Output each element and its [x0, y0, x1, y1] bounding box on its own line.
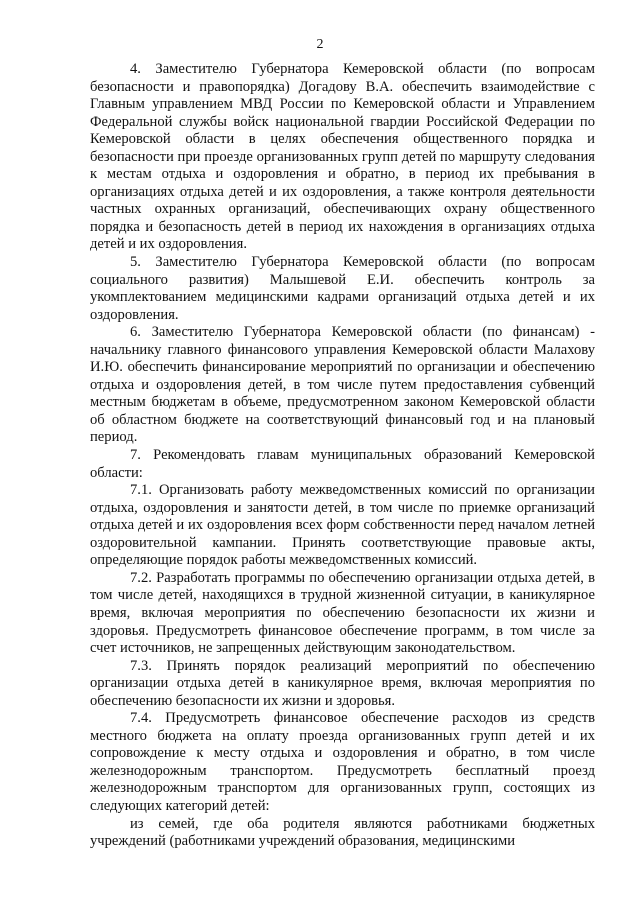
document-body [90, 61, 595, 851]
page-number: 2 [316, 37, 324, 52]
paragraph-item-5: 5. Заместителю Губернатора Кемеровской области (по вопросам социального развития) Малышевой Е.И. обеспечить контроль за укомплектованием медицинскими кадрами организаций отдыха детей и их оздоровления. [90, 254, 595, 323]
paragraph-item-7-4: 7.4. Предусмотреть финансовое обеспечение расходов из средств местного бюджета на оплату проезда организованных групп детей и их сопровождение к месту отдыха и оздоровления и обратно, в том числе железнодорожным транспортом. Предусмотреть бесплатный проезд железнодорожным транспортом для организованных групп, состоящих из следующих категорий детей: [90, 710, 595, 814]
paragraph-item-6: 6. Заместителю Губернатора Кемеровской области (по финансам) - начальнику главного финансового управления Кемеровской области Малахову И.Ю. обеспечить финансирование мероприятий по организации и обеспечению отдыха и оздоровления детей, в том числе путем предоставления субвенций местным бюджетам в объеме, предусмотренном законом Кемеровской области об областном бюджете на соответствующий финансовый год и на плановый период. [90, 324, 595, 446]
paragraph-item-7-2: 7.2. Разработать программы по обеспечению организации отдыха детей, в том числе детей, находящихся в трудной жизненной ситуации, в каникулярное время, включая мероприятия по обеспечению безопасности их жизни и здоровья. Предусмотреть финансовое обеспечение программ, в том числе за счет источников, не запрещенных действующим законодательством. [90, 569, 595, 657]
paragraph-item-7-3: 7.3. Принять порядок реализаций мероприятий по обеспечению организации отдыха детей в каникулярное время, включая мероприятия по обеспечению безопасности их жизни и здоровья. [90, 657, 595, 709]
paragraph-item-7: 7. Рекомендовать главам муниципальных образований Кемеровской области: [90, 447, 595, 481]
paragraph-item-7-1: 7.1. Организовать работу межведомственных комиссий по организации отдыха, оздоровления и занятости детей, в том числе по приемке организаций отдыха детей и их оздоровления всех форм собственности перед началом летней оздоровительной кампании. Принять соответствующие правовые акты, определяющие порядок работы межведомственных комиссий. [90, 482, 595, 569]
paragraph-item-4: 4. Заместителю Губернатора Кемеровской области (по вопросам безопасности и правопорядка) Догадову В.А. обеспечить взаимодействие с Главным управлением МВД России по Кемеровской области и Управлением Федеральной службы войск национальной гвардии Российской Федерации по Кемеровской области в целях обеспечения общественного порядка и безопасности при проезде организованных групп детей по маршруту следования к местам отдыха и оздоровления и обратно, в период их пребывания в организациях отдыха детей и их оздоровления, а также контроля деятельности частных охранных организаций, обеспечивающих охрану общественного порядка и безопасность детей в период их нахождения в организациях отдыха детей и их оздоровления. [90, 61, 595, 253]
paragraph-list-item-families: из семей, где оба родителя являются работниками бюджетных учреждений (работниками учреждений образования, медицинскими [90, 815, 595, 850]
